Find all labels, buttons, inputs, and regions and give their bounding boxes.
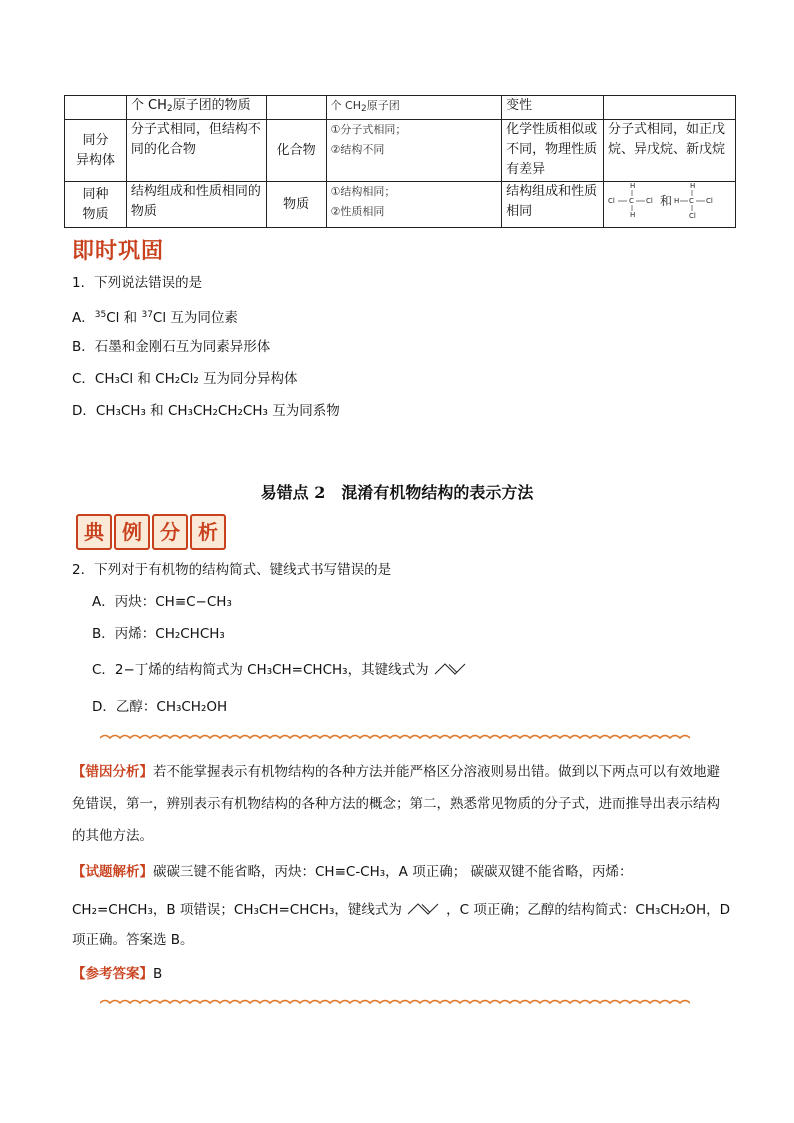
atom-label: Cl [705, 197, 713, 205]
table-row [65, 182, 736, 228]
option-a: A．$^{35}$Cl 和 $^{37}$Cl 互为同位素 [72, 310, 238, 326]
option-a: A．丙炔：CH≡C−CH₃ [92, 594, 232, 610]
table-cell [65, 96, 127, 120]
solution-tag: 【试题解析】 [72, 864, 153, 880]
wavy-divider [100, 733, 690, 743]
table-cell: 个 $CH_2$原子团 [326, 96, 502, 120]
solution-line-2: CH₂=CHCH₃，B 项错误；CH₃CH=CHCH₃，键线式为 ，C 项正确；乙醇的结构简式：CH₃CH₂OH，D [72, 902, 731, 918]
atom-label: H [689, 182, 696, 190]
question-stem: 1．下列说法错误的是 [72, 275, 203, 291]
atom-label: H [673, 197, 680, 205]
row-label: 同分 异构体 [65, 120, 127, 182]
reference-answer: 【参考答案】B [72, 966, 163, 982]
option-c: C．2−丁烯的结构简式为 CH₃CH=CHCH₃，其键线式为 [92, 660, 473, 680]
example-cell: 分子式相同，如正戊烷、异戊烷、新戊烷 [603, 120, 735, 182]
table-cell: 个 $CH_2$原子团的物质 [126, 96, 266, 120]
answer-tag: 【参考答案】 [72, 966, 153, 982]
table-row [65, 96, 736, 120]
skeletal-formula-figure [406, 901, 446, 917]
atom-label: H [629, 211, 636, 219]
example-cell [603, 182, 735, 228]
object-cell: 物质 [266, 182, 326, 228]
object-cell: 化合物 [266, 120, 326, 182]
banner-char: 析 [190, 514, 226, 550]
atom-label: Cl [645, 197, 653, 205]
property-cell: 结构组成和性质相同 [502, 182, 604, 228]
section-banner: 即时巩固 [72, 239, 165, 264]
option-b: B．丙烯：CH₂CHCH₃ [92, 626, 225, 642]
error-analysis: 【错因分析】若不能掌握表示有机物结构的各种方法并能严格区分溶液则易出错。做到以下两点可以有效地避免错误，第一，辨别表示有机物结构的各种方法的概念；第二，熟悉常见物质的分子式，进而推导出表示结构的其他方法。 [72, 764, 720, 844]
dichloromethane-structure-figure [606, 182, 732, 220]
definition-cell: 结构组成和性质相同的物质 [126, 182, 266, 228]
feature-line: ①分子式相同； [330, 123, 407, 136]
question-stem: 2．下列对于有机物的结构简式、键线式书写错误的是 [72, 562, 392, 578]
banner-char: 典 [76, 514, 112, 550]
option-b: B．石墨和金刚石互为同素异形体 [72, 339, 271, 355]
error-analysis-tag: 【错因分析】 [72, 764, 153, 780]
feature-cell [326, 120, 502, 182]
solution-line-1: 【试题解析】碳碳三键不能省略，丙炔：CH≡C-CH₃，A 项正确； 碳碳双键不能省略，丙烯： [72, 864, 633, 880]
row-label: 同种 物质 [65, 182, 127, 228]
section-heading: 易错点 2 混淆有机物结构的表示方法 [260, 483, 534, 502]
option-c: C．CH₃Cl 和 CH₂Cl₂ 互为同分异构体 [72, 371, 298, 387]
join-word: 和 [659, 194, 672, 208]
feature-line: ①结构相同； [330, 185, 396, 198]
banner-char: 例 [114, 514, 150, 550]
property-cell: 化学性质相似或不同，物理性质有差异 [502, 120, 604, 182]
atom-label: C [628, 197, 634, 205]
solution-line-3: 项正确。答案选 B。 [72, 932, 194, 948]
wavy-divider [100, 998, 690, 1008]
atom-label: C [688, 197, 694, 205]
table-cell: 变性 [502, 96, 604, 120]
table-cell [603, 96, 735, 120]
feature-line: ②结构不同 [330, 143, 385, 156]
comparison-table [64, 95, 736, 228]
atom-label: Cl [688, 212, 696, 220]
table-row [65, 120, 736, 182]
option-d: D．CH₃CH₃ 和 CH₃CH₂CH₂CH₃ 互为同系物 [72, 403, 340, 419]
atom-label: Cl [607, 197, 615, 205]
feature-line: ②性质相同 [330, 205, 385, 218]
banner-char: 分 [152, 514, 188, 550]
atom-label: H [629, 182, 636, 190]
definition-cell: 分子式相同，但结构不同的化合物 [126, 120, 266, 182]
option-d: D．乙醇：CH₃CH₂OH [92, 699, 228, 715]
table-cell [266, 96, 326, 120]
feature-cell [326, 182, 502, 228]
skeletal-formula-figure [433, 661, 473, 677]
section-banner [76, 514, 226, 550]
